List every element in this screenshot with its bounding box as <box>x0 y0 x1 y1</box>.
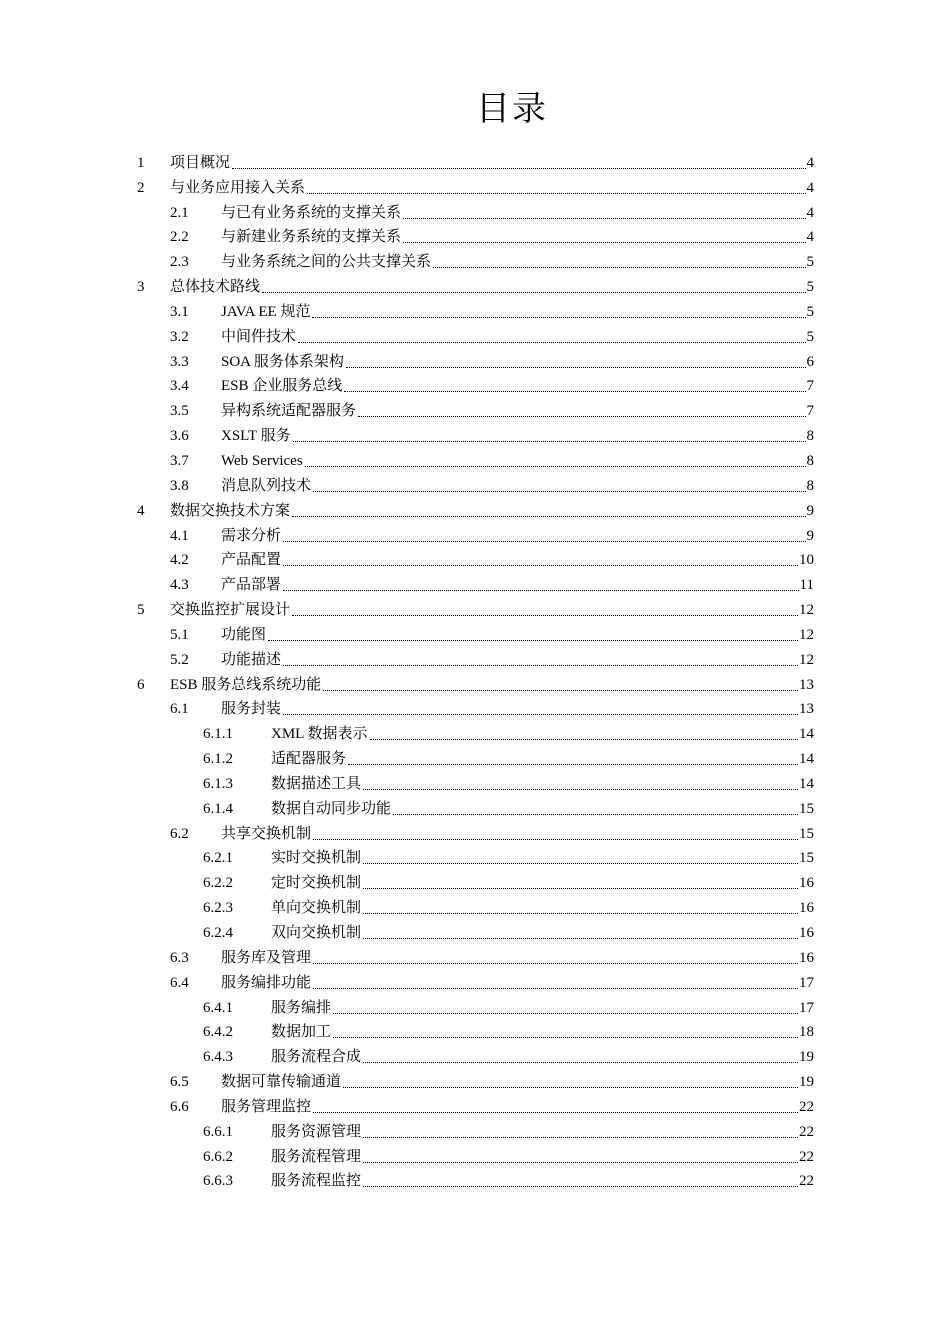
toc-dot-leader <box>268 639 798 641</box>
toc-entry-title[interactable]: 交换监控扩展设计 <box>170 602 291 619</box>
toc-entry[interactable] <box>0 1069 950 1094</box>
toc-entry-page-number: 6 <box>806 353 814 370</box>
toc-entry-title[interactable]: 服务编排 <box>271 999 332 1016</box>
toc-dot-leader <box>262 291 805 293</box>
toc-entry-line <box>271 1148 814 1166</box>
toc-entry-line <box>271 1123 814 1141</box>
toc-entry-line <box>271 1023 814 1041</box>
toc-dot-leader <box>433 266 805 268</box>
toc-entry-page-number: 12 <box>799 651 814 668</box>
toc-entry-title[interactable]: 数据交换技术方案 <box>170 502 291 519</box>
toc-entry-title[interactable]: 数据自动同步功能 <box>271 800 392 817</box>
toc-dot-leader <box>363 1061 798 1063</box>
toc-entry-title[interactable]: 服务编排功能 <box>221 974 312 991</box>
toc-entry[interactable] <box>0 945 950 970</box>
toc-entry-number: 3 <box>137 279 145 296</box>
toc-entry[interactable] <box>0 697 950 722</box>
toc-entry-title[interactable]: 服务流程管理 <box>271 1148 362 1165</box>
toc-entry-page-number: 5 <box>806 303 814 320</box>
toc-entry-line <box>221 477 814 495</box>
toc-dot-leader <box>313 1111 798 1113</box>
toc-entry-number: 2.3 <box>170 254 189 271</box>
toc-entry-number: 6.2.4 <box>203 925 233 941</box>
toc-entry-line <box>221 228 814 246</box>
toc-entry-number: 2.1 <box>170 204 189 221</box>
toc-entry-line <box>271 999 814 1017</box>
toc-entry[interactable] <box>0 970 950 995</box>
toc-entry-line <box>271 924 814 942</box>
toc-entry-page-number: 4 <box>806 179 814 196</box>
toc-entry-number: 6.6.2 <box>203 1148 233 1165</box>
toc-entry-line <box>170 278 814 296</box>
toc-entry-line <box>221 427 814 445</box>
toc-entry-title[interactable]: 与已有业务系统的支撑关系 <box>221 204 402 221</box>
toc-entry-line <box>271 725 814 743</box>
toc-entry[interactable] <box>0 647 950 672</box>
toc-entry-page-number: 8 <box>806 428 814 445</box>
toc-entry-page-number: 17 <box>799 974 814 991</box>
toc-entry[interactable] <box>0 672 950 697</box>
toc-entry-line <box>221 1073 814 1091</box>
toc-entry[interactable] <box>0 597 950 622</box>
toc-entry-number: 6 <box>137 676 145 693</box>
toc-entry[interactable] <box>0 572 950 597</box>
toc-dot-leader <box>313 962 798 964</box>
toc-entry-page-number: 14 <box>799 775 814 792</box>
toc-entry-number: 6.1.2 <box>203 751 233 768</box>
toc-entry[interactable] <box>0 249 950 274</box>
toc-entry-number: 6.1.4 <box>203 800 233 817</box>
toc-dot-leader <box>323 689 798 691</box>
toc-entry-page-number: 16 <box>799 925 814 941</box>
toc-entry-number: 6.4.3 <box>203 1049 233 1066</box>
toc-entry-title[interactable]: 服务库及管理 <box>221 949 312 966</box>
toc-entry-title[interactable]: 双向交换机制 <box>271 925 362 941</box>
toc-dot-leader <box>363 862 798 864</box>
toc-entry-page-number: 22 <box>799 1098 814 1115</box>
toc-entry[interactable] <box>0 1119 950 1144</box>
toc-entry-number: 1 <box>137 154 145 171</box>
toc-entry-page-number: 9 <box>806 502 814 519</box>
toc-entry-number: 3.2 <box>170 328 189 345</box>
toc-entry-title[interactable]: 服务流程合成 <box>271 1049 362 1066</box>
toc-entry-line <box>271 1048 814 1066</box>
toc-entry-line <box>271 849 814 867</box>
toc-entry-page-number: 10 <box>799 552 814 569</box>
toc-entry[interactable] <box>0 398 950 423</box>
toc-dot-leader <box>313 838 798 840</box>
toc-entry-title[interactable]: 功能图 <box>221 626 267 643</box>
toc-entry-page-number: 19 <box>799 1049 814 1066</box>
toc-entry-page-number: 14 <box>799 726 814 743</box>
toc-entry-number: 3.4 <box>170 378 189 395</box>
toc-dot-leader <box>363 788 798 790</box>
toc-entry-line <box>271 775 814 793</box>
toc-dot-leader <box>348 763 798 765</box>
toc-entry-page-number: 5 <box>806 254 814 271</box>
toc-entry-number: 5.2 <box>170 651 189 668</box>
toc-entry-number: 3.3 <box>170 353 189 370</box>
toc-entry[interactable] <box>0 498 950 523</box>
toc-entry[interactable] <box>0 225 950 250</box>
toc-entry-page-number: 22 <box>799 1148 814 1165</box>
toc-entry-title[interactable]: 功能描述 <box>221 651 282 668</box>
toc-entry-page-number: 17 <box>799 999 814 1016</box>
toc-entry-page-number: 4 <box>806 204 814 221</box>
toc-dot-leader <box>292 614 798 616</box>
toc-entry-line <box>221 974 814 992</box>
toc-entry-number: 4.1 <box>170 527 189 544</box>
toc-entry[interactable] <box>0 374 950 399</box>
toc-entry-page-number: 12 <box>799 602 814 619</box>
toc-entry-page-number: 15 <box>799 850 814 867</box>
toc-entry-line <box>221 377 814 395</box>
toc-entry-line <box>221 1098 814 1116</box>
toc-dot-leader <box>393 813 798 815</box>
toc-entry-page-number: 8 <box>806 477 814 494</box>
toc-entry-title[interactable]: JAVA EE 规范 <box>221 303 311 320</box>
toc-entry-page-number: 16 <box>799 900 814 917</box>
toc-entry[interactable] <box>0 622 950 647</box>
toc-entry-line <box>170 676 814 694</box>
toc-entry[interactable] <box>0 175 950 200</box>
toc-entry-title[interactable]: ESB 企业服务总线 <box>221 378 343 395</box>
toc-entry[interactable] <box>0 1094 950 1119</box>
toc-entry-title[interactable]: 定时交换机制 <box>271 875 362 892</box>
toc-entry-title[interactable]: 服务流程监控 <box>271 1173 362 1190</box>
toc-entry-number: 4.3 <box>170 577 189 594</box>
toc-entry-page-number: 11 <box>799 577 814 594</box>
toc-entry-title[interactable]: 服务封装 <box>221 701 282 718</box>
toc-entry-number: 6.1 <box>170 701 189 718</box>
toc-entry-page-number: 19 <box>799 1074 814 1091</box>
toc-entry-number: 6.3 <box>170 949 189 966</box>
toc-entry-number: 5.1 <box>170 626 189 643</box>
toc-entry-page-number: 18 <box>799 1024 814 1041</box>
toc-entry-number: 6.1.1 <box>203 726 233 743</box>
toc-dot-leader <box>312 316 805 318</box>
toc-dot-leader <box>358 415 805 417</box>
toc-entry-line <box>170 601 814 619</box>
toc-dot-leader <box>283 713 798 715</box>
toc-entry[interactable] <box>0 548 950 573</box>
toc-entry-line <box>221 949 814 967</box>
toc-entry-number: 6.4.2 <box>203 1024 233 1041</box>
toc-entry[interactable] <box>0 771 950 796</box>
toc-entry-line <box>221 253 814 271</box>
toc-entry-title[interactable]: 异构系统适配器服务 <box>221 403 357 420</box>
toc-entry-title[interactable]: 与业务应用接入关系 <box>170 179 306 196</box>
toc-title: 目录 <box>476 89 548 129</box>
toc-dot-leader <box>403 241 805 243</box>
toc-entry[interactable] <box>0 423 950 448</box>
toc-entry-page-number: 22 <box>799 1123 814 1140</box>
toc-entry-number: 3.5 <box>170 403 189 420</box>
toc-entry-title[interactable]: 产品部署 <box>221 577 282 594</box>
toc-entry-line <box>271 750 814 768</box>
toc-dot-leader <box>333 1012 798 1014</box>
toc-entry-number: 4.2 <box>170 552 189 569</box>
toc-entry-line <box>271 1172 814 1190</box>
toc-dot-leader <box>232 167 805 169</box>
toc-entry-page-number: 7 <box>806 378 814 395</box>
toc-entry-line <box>271 800 814 818</box>
toc-entry[interactable] <box>0 821 950 846</box>
toc-entry-title[interactable]: 单向交换机制 <box>271 900 362 917</box>
toc-entry-number: 3.1 <box>170 303 189 320</box>
toc-dot-leader <box>403 217 805 219</box>
toc-entry-title[interactable]: 数据加工 <box>271 1024 332 1041</box>
toc-entry-title[interactable]: 数据可靠传输通道 <box>221 1074 342 1091</box>
toc-dot-leader <box>307 192 805 194</box>
toc-dot-leader <box>283 540 805 542</box>
toc-entry[interactable] <box>0 200 950 225</box>
toc-entry-line <box>170 179 814 197</box>
toc-entry-title[interactable]: 数据描述工具 <box>271 775 362 792</box>
toc-entry[interactable] <box>0 473 950 498</box>
toc-entry-line <box>170 502 814 520</box>
toc-entry[interactable] <box>0 870 950 895</box>
toc-dot-leader <box>370 738 798 740</box>
toc-entry-page-number: 5 <box>806 279 814 296</box>
toc-entry-title[interactable]: 项目概况 <box>170 154 231 171</box>
toc-entry-page-number: 7 <box>806 403 814 420</box>
toc-entry-number: 3.7 <box>170 452 189 469</box>
toc-dot-leader <box>292 515 805 517</box>
toc-dot-leader <box>293 440 806 442</box>
toc-entry-line <box>221 303 814 321</box>
toc-entry-title[interactable]: XSLT 服务 <box>221 428 291 445</box>
toc-entry-title[interactable]: Web Services <box>221 452 303 469</box>
toc-entry[interactable] <box>0 796 950 821</box>
toc-entry[interactable] <box>0 1144 950 1169</box>
toc-entry-title[interactable]: 适配器服务 <box>271 751 347 768</box>
toc-entry-title[interactable]: 与业务系统之间的公共支撑关系 <box>221 254 432 271</box>
toc-entry-page-number: 15 <box>799 825 814 842</box>
toc-entry-line <box>221 700 814 718</box>
toc-entry-title[interactable]: 服务资源管理 <box>271 1123 362 1140</box>
toc-entry-line <box>221 452 814 470</box>
toc-entry-title[interactable]: 总体技术路线 <box>170 279 261 296</box>
toc-entry-page-number: 13 <box>799 701 814 718</box>
toc-entry-number: 3.6 <box>170 428 189 445</box>
toc-entry-number: 6.2 <box>170 825 189 842</box>
toc-entry-title[interactable]: 中间件技术 <box>221 328 297 345</box>
toc-dot-leader <box>344 390 805 392</box>
toc-entry-page-number: 22 <box>799 1173 814 1190</box>
toc-dot-leader <box>283 589 799 591</box>
toc-entry-page-number: 5 <box>806 328 814 345</box>
toc-entry[interactable] <box>0 920 950 945</box>
toc-dot-leader <box>283 664 798 666</box>
toc-entry-page-number: 9 <box>806 527 814 544</box>
toc-entry-line <box>221 626 814 644</box>
toc-entry[interactable] <box>0 1020 950 1045</box>
toc-entry-number: 5 <box>137 602 145 619</box>
toc-entry[interactable] <box>0 721 950 746</box>
toc-entry[interactable] <box>0 349 950 374</box>
toc-entry-page-number: 12 <box>799 626 814 643</box>
toc-entry-title[interactable]: 服务管理监控 <box>221 1098 312 1115</box>
toc-list <box>0 150 950 1193</box>
toc-entry-page-number: 15 <box>799 800 814 817</box>
toc-entry-line <box>221 527 814 545</box>
toc-entry-page-number: 16 <box>799 875 814 892</box>
toc-entry[interactable] <box>0 448 950 473</box>
toc-entry-page-number: 4 <box>806 154 814 171</box>
toc-dot-leader <box>363 912 798 914</box>
toc-dot-leader <box>363 937 798 939</box>
toc-entry-number: 6.2.1 <box>203 850 233 867</box>
toc-entry[interactable] <box>0 995 950 1020</box>
toc-entry-number: 6.6.3 <box>203 1173 233 1190</box>
toc-entry-title[interactable]: 与新建业务系统的支撑关系 <box>221 229 402 246</box>
toc-entry-page-number: 16 <box>799 949 814 966</box>
toc-entry-title[interactable]: SOA 服务体系架构 <box>221 353 344 370</box>
toc-entry-line <box>221 825 814 843</box>
toc-entry[interactable] <box>0 1169 950 1194</box>
toc-dot-leader <box>343 1086 798 1088</box>
toc-entry-page-number: 13 <box>799 676 814 693</box>
toc-entry[interactable] <box>0 523 950 548</box>
toc-entry-title[interactable]: 实时交换机制 <box>271 850 362 867</box>
toc-entry-line <box>221 204 814 222</box>
toc-entry-line <box>221 402 814 420</box>
toc-entry-number: 4 <box>137 502 145 519</box>
toc-entry[interactable] <box>0 274 950 299</box>
toc-entry-line <box>271 899 814 917</box>
toc-dot-leader <box>333 1036 798 1038</box>
toc-entry[interactable] <box>0 846 950 871</box>
toc-entry[interactable] <box>0 299 950 324</box>
toc-entry-line <box>170 154 814 172</box>
toc-entry-line <box>221 651 814 669</box>
toc-dot-leader <box>313 490 805 492</box>
toc-dot-leader <box>363 1185 798 1187</box>
toc-entry-number: 2.2 <box>170 229 189 246</box>
toc-entry-line <box>221 328 814 346</box>
toc-dot-leader <box>363 887 798 889</box>
toc-entry-number: 6.2.3 <box>203 900 233 917</box>
toc-entry[interactable] <box>0 895 950 920</box>
toc-entry-title[interactable]: ESB 服务总线系统功能 <box>170 676 322 693</box>
toc-entry-number: 6.1.3 <box>203 775 233 792</box>
toc-entry-title[interactable]: 共享交换机制 <box>221 825 312 842</box>
toc-entry-title[interactable]: 消息队列技术 <box>221 477 312 494</box>
toc-dot-leader <box>298 341 805 343</box>
toc-entry[interactable] <box>0 324 950 349</box>
toc-entry-number: 6.2.2 <box>203 875 233 892</box>
toc-entry-line <box>221 576 814 594</box>
toc-entry-number: 6.6 <box>170 1098 189 1115</box>
toc-entry-number: 6.4.1 <box>203 999 233 1016</box>
toc-entry[interactable] <box>0 1044 950 1069</box>
toc-entry-page-number: 14 <box>799 751 814 768</box>
toc-dot-leader <box>363 1136 798 1138</box>
toc-entry-number: 3.8 <box>170 477 189 494</box>
toc-entry-page-number: 4 <box>806 229 814 246</box>
toc-entry-number: 2 <box>137 179 145 196</box>
toc-dot-leader <box>363 1161 798 1163</box>
toc-dot-leader <box>305 465 806 467</box>
toc-entry-line <box>221 353 814 371</box>
toc-entry-line <box>221 551 814 569</box>
toc-entry-title[interactable]: 需求分析 <box>221 527 282 544</box>
toc-entry-number: 6.5 <box>170 1074 189 1091</box>
toc-entry-line <box>271 874 814 892</box>
toc-dot-leader <box>313 987 798 989</box>
toc-entry[interactable] <box>0 746 950 771</box>
toc-entry-number: 6.4 <box>170 974 189 991</box>
toc-dot-leader <box>283 564 798 566</box>
toc-dot-leader <box>346 366 806 368</box>
toc-entry-title[interactable]: XML 数据表示 <box>271 726 368 743</box>
toc-entry-title[interactable]: 产品配置 <box>221 552 282 569</box>
toc-entry-number: 6.6.1 <box>203 1123 233 1140</box>
toc-entry-page-number: 8 <box>806 452 814 469</box>
toc-entry[interactable] <box>0 150 950 175</box>
